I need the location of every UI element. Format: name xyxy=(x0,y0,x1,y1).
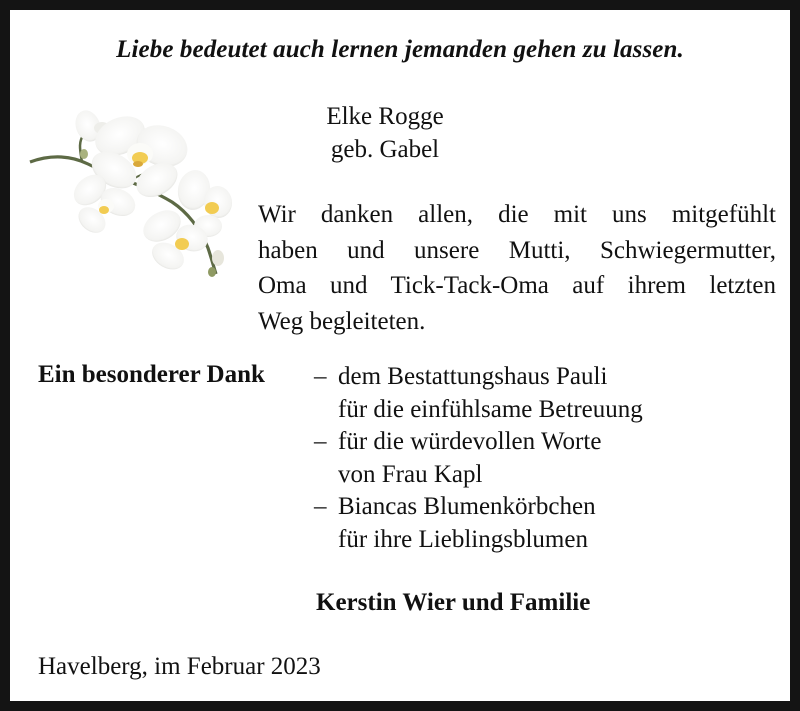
deceased-name: Elke Rogge xyxy=(326,103,444,130)
list-item-text: von Frau Kapl xyxy=(338,460,483,488)
list-item-text: für ihre Lieblingsblumen xyxy=(338,525,588,553)
thanks-line: Oma und Tick-Tack-Oma auf ihrem letzten xyxy=(258,272,776,299)
special-thanks-label: Ein besonderer Dank xyxy=(38,361,265,388)
thanks-line: Wir danken allen, die mit uns mitgefühlt xyxy=(258,201,776,228)
list-item-text: dem Bestattungshaus Pauli xyxy=(338,363,608,390)
signature: Kerstin Wier und Familie xyxy=(316,589,591,616)
list-item-text: für die einfühlsame Betreuung xyxy=(338,395,643,423)
place-date: Havelberg, im Februar 2023 xyxy=(38,653,321,680)
list-item-continuation xyxy=(314,394,643,427)
list-item-text: für die würdevollen Worte xyxy=(338,428,602,455)
list-item-continuation xyxy=(314,524,643,557)
list-item xyxy=(314,426,643,459)
orchid-branch-image xyxy=(22,98,237,283)
list-item-continuation xyxy=(314,459,643,492)
special-thanks-list xyxy=(314,361,643,556)
list-item xyxy=(314,361,643,394)
deceased-birth-name: geb. Gabel xyxy=(330,136,440,163)
thanks-line: Weg begleiteten. xyxy=(258,307,426,335)
thanks-line: haben und unsere Mutti, Schwiegermutter, xyxy=(258,236,776,264)
dash-mark: – xyxy=(314,428,327,455)
motto-heading: Liebe bedeutet auch lernen jemanden gehen zu lassen. xyxy=(116,36,684,63)
list-item-text: Biancas Blumenkörbchen xyxy=(338,493,596,520)
thanks-paragraph xyxy=(258,197,776,339)
dash-mark: – xyxy=(314,363,327,390)
dash-mark: – xyxy=(314,493,327,520)
list-item xyxy=(314,491,643,524)
